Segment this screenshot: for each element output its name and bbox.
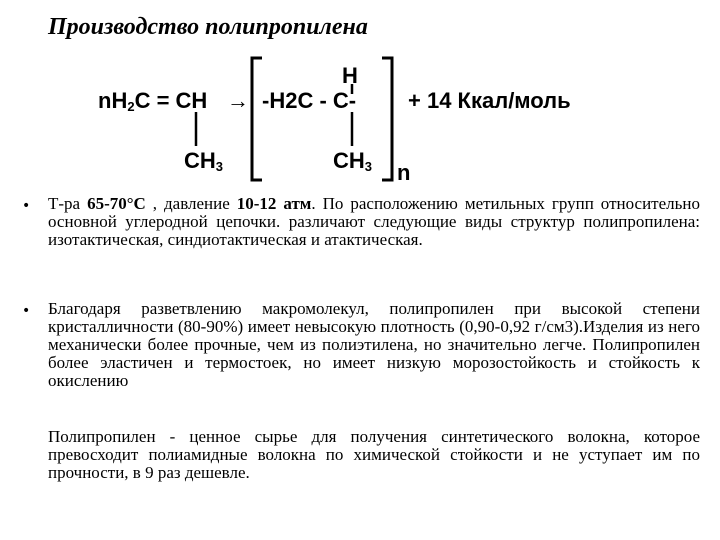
- reaction-arrow: →: [227, 88, 249, 113]
- slide-title: Производство полипропилена: [48, 14, 368, 40]
- monomer-formula: nH2C = CH: [98, 88, 208, 114]
- bullet-marker: •: [22, 303, 31, 319]
- bullet-marker: •: [22, 198, 31, 214]
- hydrogen-atom: H: [342, 63, 358, 88]
- closing-paragraph: Полипропилен - ценное сырье для получения синтетического волокна, которое превосходит полиамидные волокна по химической стойкости и не уступает им по прочности, в 9 раз дешевле.: [48, 427, 700, 482]
- polymer-index-n: n: [397, 160, 411, 185]
- reaction-energy: + 14 Ккал/моль: [408, 88, 571, 113]
- methyl-group-polymer: CH3: [333, 148, 373, 174]
- methyl-group-monomer: CH3: [184, 148, 224, 174]
- bullet-text-properties: Благодаря разветвлению макромолекул, полипропилен при высокой степени кристалличности (80-90%) имеет невысокую плотность (0,90-0,92 г/см3).Изделия из него механически более прочные, чем из полиэтилена, но значительно легче. Полипропилен более эластичен и термостоек, но имеет низкую морозостойкость и стойкость к окислению: [48, 299, 700, 390]
- polymerization-formula: [0, 0, 720, 200]
- polymer-unit-formula: -H2C - C-: [262, 88, 357, 113]
- bullet-text-conditions: Т-ра 65-70°С , давление 10-12 атм. По расположению метильных групп относительно основной углеродной цепочки. различают следующие виды структур полипропилена: изотактическая, синдиотактическая и атактическая.: [48, 194, 700, 249]
